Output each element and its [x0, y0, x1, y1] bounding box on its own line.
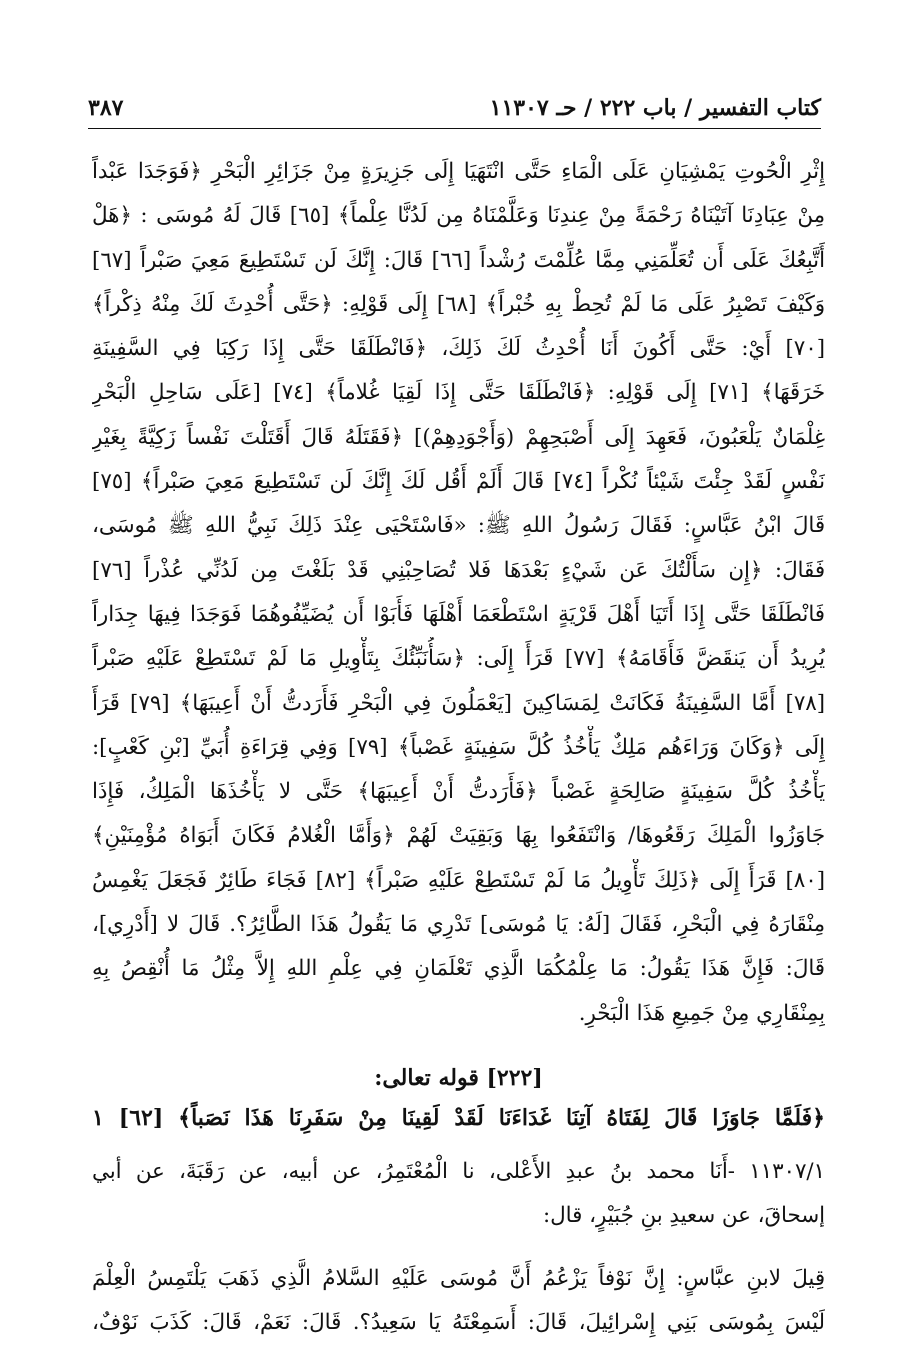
header-title: كتاب التفسير / باب ٢٢٢ / حـ ١١٣٠٧	[489, 95, 821, 121]
text-line: خَرَقَهَا﴾ [٧١] إِلَى قَوْلِهِ: ﴿فَانْطَلَقَا حَتَّى إِذَا لَقِيَا غُلاماً﴾ [٧٤] [عَلَى سَاحِلِ الْبَحْرِ	[92, 380, 825, 406]
text-line: بِمِنْقَارِي مِنْ جَمِيعِ هَذَا الْبَحْرِ.	[578, 1000, 825, 1026]
text-line: قِيلَ لابنِ عبَّاسٍ: إِنَّ نَوْفاً يَزْعُمُ أَنَّ مُوسَى عَلَيْهِ السَّلامُ الَّذِي ذَهَبَ يَلْتَمِسُ الْعِلْمَ	[92, 1265, 825, 1291]
text-line: مِنْقَارَهُ فِي الْبَحْرِ، فَقَالَ [لَهُ: يَا مُوسَى] تَدْرِي مَا يَقُولُ هَذَا الطَّائِرُ؟. قَالَ لا [أَدْرِي]،	[92, 912, 825, 938]
isnad-paragraph	[92, 1150, 825, 1239]
hadith-block	[92, 1150, 825, 1345]
text-line: قَالَ: فَإِنَّ هَذَا يَقُولُ: مَا عِلْمُكُمَا الَّذِي تَعْلَمَانِ فِي عِلْمِ اللهِ إِلاَّ مِثْلُ مَا أُنْقِصُ بِهِ	[92, 956, 825, 982]
text-line: إِثْرِ الْحُوتِ يَمْشِيَانِ عَلَى الْمَاءِ حَتَّى انْتَهَيَا إِلَى جَزِيرَةٍ مِنْ جَزَائِرِ الْبَحْرِ ﴿فَوَجَدَا عَبْداً	[92, 159, 825, 184]
text-line: أَتَّبِعُكَ عَلَى أَن تُعَلِّمَنِي مِمَّا عُلِّمْتَ رُشْداً [٦٦] قَالَ: إِنَّكَ لَن تَسْتَطِيعَ مَعِيَ صَبْراً [٦٧]	[92, 247, 825, 273]
hadith-text-paragraph	[92, 1257, 825, 1346]
text-line: إِلَى ﴿وَكَانَ وَرَاءَهُم مَلِكٌ يَأْخُذُ كُلَّ سَفِينَةٍ غَصْباً﴾ [٧٩] وَفِي قِرَاءَةِ أُبَيِّ [بْنِ كَعْبٍ]:	[92, 734, 825, 760]
tafsir-paragraph	[92, 150, 825, 1036]
text-line: غِلْمَانٌ يَلْعَبُونَ، فَعَهِدَ إِلَى أَصْبَحِهِمْ (وَأَجْوَدِهِمْ)] ﴿فَقَتَلَهُ قَالَ أَقَتَلْتَ نَفْساً زَكِيَّةً بِغَيْرِ	[92, 424, 825, 450]
running-header	[88, 88, 821, 129]
text-line: إسحاقَ، عن سعيدِ بنِ جُبَيْرٍ، قال:	[543, 1203, 825, 1229]
text-line: نَفْسٍ لَقَدْ جِئْتَ شَيْئاً نُكْراً [٧٤] قَالَ أَلَمْ أَقُل لَكَ إِنَّكَ لَن تَسْتَطِيعَ مَعِيَ صَبْراً﴾ [٧٥]	[92, 469, 825, 495]
text-line: ١١٣٠٧/١ -أَنَا محمد بنُ عبدِ الأَعْلى، نا الْمُعْتَمِرُ، عن أبيه، عن رَقَبَةَ، عن أبي	[92, 1159, 825, 1184]
text-line: فَقَالَ: ﴿إِن سَأَلْتُكَ عَن شَيْءٍ بَعْدَهَا فَلا تُصَاحِبْنِي قَدْ بَلَغْتَ مِن لَدُنِّي عُذْراً [٧٦]	[92, 557, 825, 583]
text-line: مِنْ عِبَادِنَا آتَيْنَاهُ رَحْمَةً مِنْ عِندِنَا وَعَلَّمْنَاهُ مِن لَدُنَّا عِلْماً﴾ [٦٥] قَالَ لَهُ مُوسَى : ﴿هَلْ	[92, 203, 825, 229]
text-line: لَيْسَ بِمُوسَى بَنِي إِسْرائِيلَ، قَالَ: أَسَمِعْتَهُ يَا سَعِيدُ؟. قَالَ: نَعَمْ، قَالَ: كَذَبَ نَوْفٌ،	[92, 1309, 825, 1335]
section-block	[92, 1058, 825, 1138]
text-line: يُرِيدُ أَن يَنقَضَّ فَأَقَامَهُ﴾ [٧٧] قَرَأَ إِلَى: ﴿سَأُنَبِّئُكَ بِتَأْوِيلِ مَا لَمْ تَسْتَطِعْ عَلَيْهِ صَبْراً	[92, 646, 825, 672]
text-line: [٧٨] أَمَّا السَّفِينَةُ فَكَانَتْ لِمَسَاكِينَ [يَعْمَلُونَ فِي الْبَحْرِ فَأَرَدتُّ أَنْ أَعِيبَهَا﴾ [٧٩] قَرَأَ	[92, 690, 825, 716]
page-number: ٣٨٧	[88, 95, 124, 121]
text-line: يَأْخُذُ كُلَّ سَفِينَةٍ صَالِحَةٍ غَصْباً ﴿فَأَرَدتُّ أَنْ أَعِيبَهَا﴾ حَتَّى لا يَأْخُذَهَا الْمَلِكُ، فَإِذَا	[92, 779, 825, 805]
text-line: جَاوَزُوا الْمَلِكَ رَقَعُوهَا/ وَانْتَفَعُوا بِهَا وَبَقِيَتْ لَهُمْ ﴿وَأَمَّا الْغُلامُ فَكَانَ أَبَوَاهُ مُؤْمِنَيْنِ﴾	[92, 823, 825, 849]
text-line: [٨٠] قَرَأَ إِلَى ﴿ذَلِكَ تَأْوِيلُ مَا لَمْ تَسْتَطِعْ عَلَيْهِ صَبْراً﴾ [٨٢] فَجَاءَ طَائِرٌ فَجَعَلَ يَغْمِسُ	[92, 867, 825, 893]
quran-verse: ﴿فَلَمَّا جَاوَزَا قَالَ لِفَتَاهُ آتِنَا غَدَاءَنَا لَقَدْ لَقِينَا مِنْ سَفَرِنَا هَذَا نَصَباً﴾ [٦٢] ١	[92, 1105, 825, 1131]
text-line: فَانْطَلَقَا حَتَّى إِذَا أَتَيَا أَهْلَ قَرْيَةٍ اسْتَطْعَمَا أَهْلَهَا فَأَبَوْا أَن يُضَيِّفُوهُمَا فَوَجَدَا فِيهَا جِدَاراً	[92, 601, 825, 627]
text-line: وَكَيْفَ تَصْبِرُ عَلَى مَا لَمْ تُحِطْ بِهِ خُبْراً﴾ [٦٨] إِلَى قَوْلِهِ: ﴿حَتَّى أُحْدِثَ لَكَ مِنْهُ ذِكْراً﴾	[92, 291, 825, 317]
section-heading: [٢٢٢] قوله تعالى:	[374, 1065, 543, 1091]
text-line: [٧٠] أَيْ: حَتَّى أَكُونَ أَنَا أُحْدِثُ لَكَ ذَلِكَ، ﴿فَانْطَلَقَا حَتَّى إِذَا رَكِبَا فِي السَّفِينَةِ	[92, 336, 825, 362]
text-line: قَالَ ابْنُ عَبَّاسٍ: فَقَالَ رَسُولُ اللهِ ﷺ: «فَاسْتَحْيَى عِنْدَ ذَلِكَ نَبِيُّ اللهِ ﷺ مُوسَى،	[92, 513, 825, 539]
